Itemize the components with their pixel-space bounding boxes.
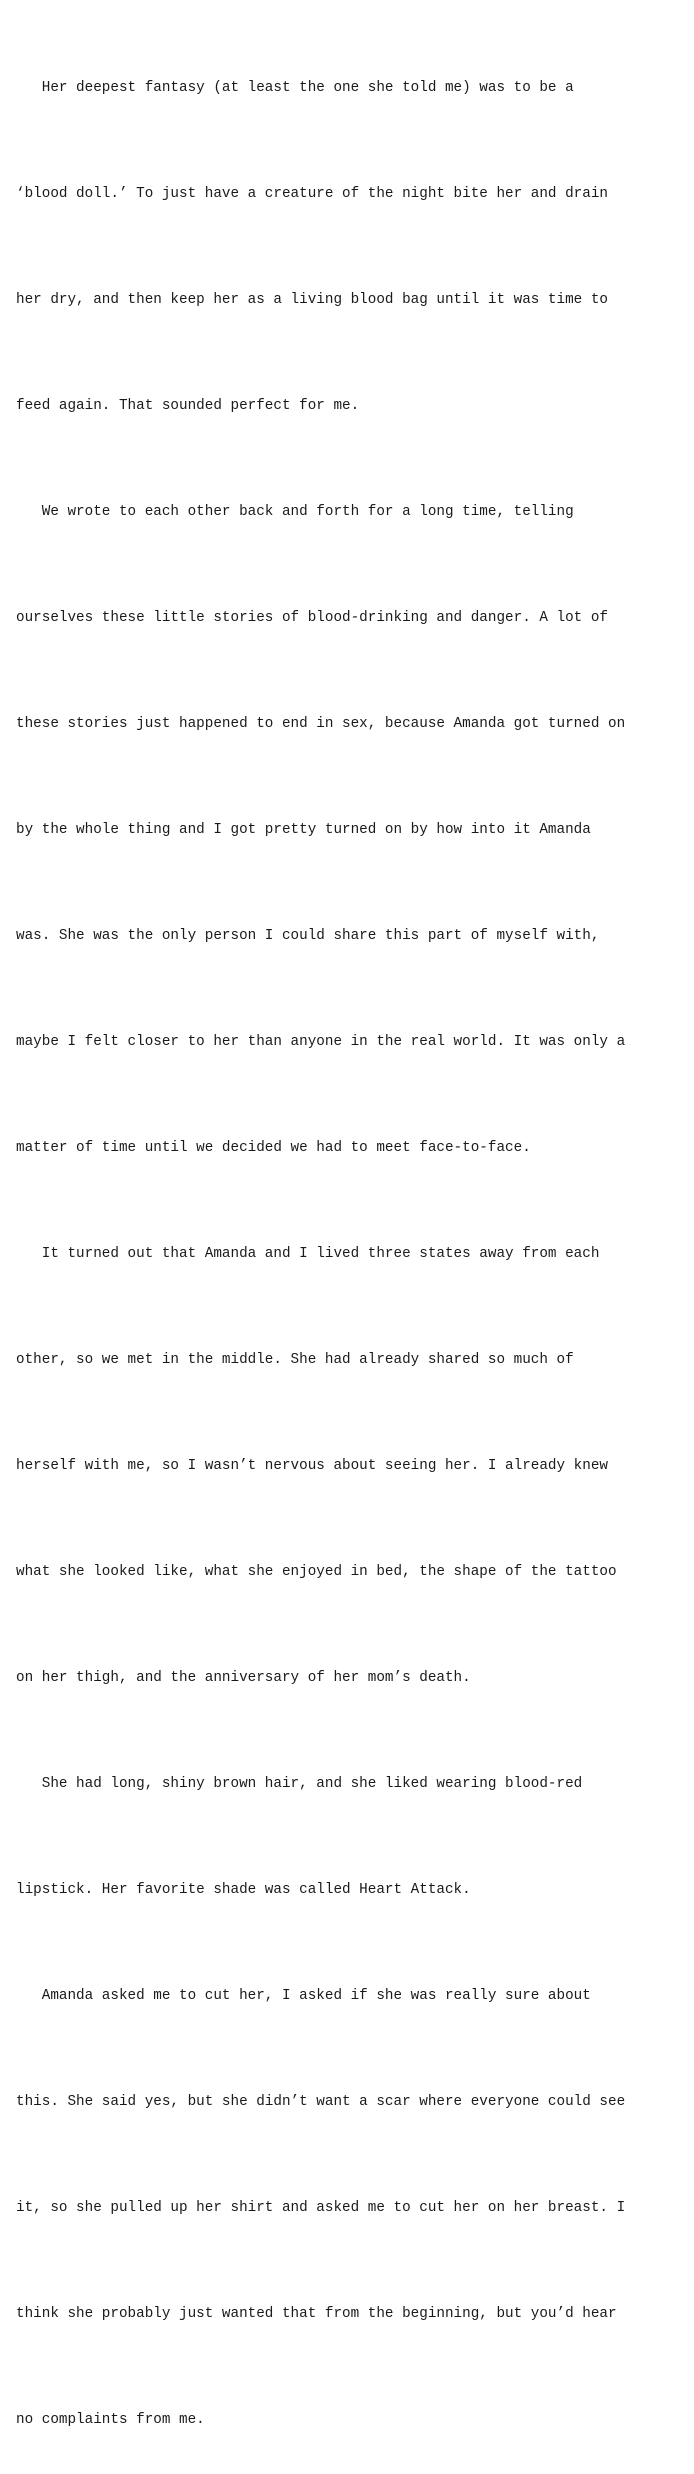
text-line: feed again. That sounded perfect for me.: [16, 397, 360, 414]
text-line: this. She said yes, but she didn’t want a scar where everyone could see: [16, 2094, 626, 2111]
text-line: It turned out that Amanda and I lived three states away from each: [16, 1246, 600, 1263]
text-line: matter of time until we decided we had to meet face-to-face.: [16, 1140, 531, 1156]
text-line: She had long, shiny brown hair, and she liked wearing blood-red: [16, 1776, 583, 1793]
text-line: Her deepest fantasy (at least the one she told me) was to be a: [16, 79, 574, 96]
document-page: [16, 0, 688, 2474]
text-line: it, so she pulled up her shirt and asked me to cut her on her breast. I: [16, 2200, 626, 2217]
text-line: lipstick. Her favorite shade was called Heart Attack.: [16, 1882, 471, 1899]
text-line: ‘blood doll.’ To just have a creature of the night bite her and drain: [16, 185, 608, 202]
text-line: herself with me, so I wasn’t nervous about seeing her. I already knew: [16, 1458, 608, 1475]
text-line: was. She was the only person I could share this part of myself with,: [16, 927, 600, 944]
text-line: ourselves these little stories of blood-drinking and danger. A lot of: [16, 609, 608, 626]
text-line: no complaints from me.: [16, 2412, 205, 2429]
text-line: other, so we met in the middle. She had already shared so much of: [16, 1352, 574, 1369]
text-line: maybe I felt closer to her than anyone in the real world. It was only a: [16, 1033, 626, 1050]
text-line: We wrote to each other back and forth for a long time, telling: [16, 503, 574, 520]
text-line: these stories just happened to end in sex, because Amanda got turned on: [16, 715, 626, 732]
text-line: her dry, and then keep her as a living blood bag until it was time to: [16, 291, 608, 308]
text-line: on her thigh, and the anniversary of her mom’s death.: [16, 1670, 471, 1687]
text-line: think she probably just wanted that from the beginning, but you’d hear: [16, 2306, 617, 2323]
text-line: by the whole thing and I got pretty turned on by how into it Amanda: [16, 821, 591, 838]
text-line: Amanda asked me to cut her, I asked if she was really sure about: [16, 1988, 591, 2005]
text-line: what she looked like, what she enjoyed in bed, the shape of the tattoo: [16, 1564, 617, 1581]
